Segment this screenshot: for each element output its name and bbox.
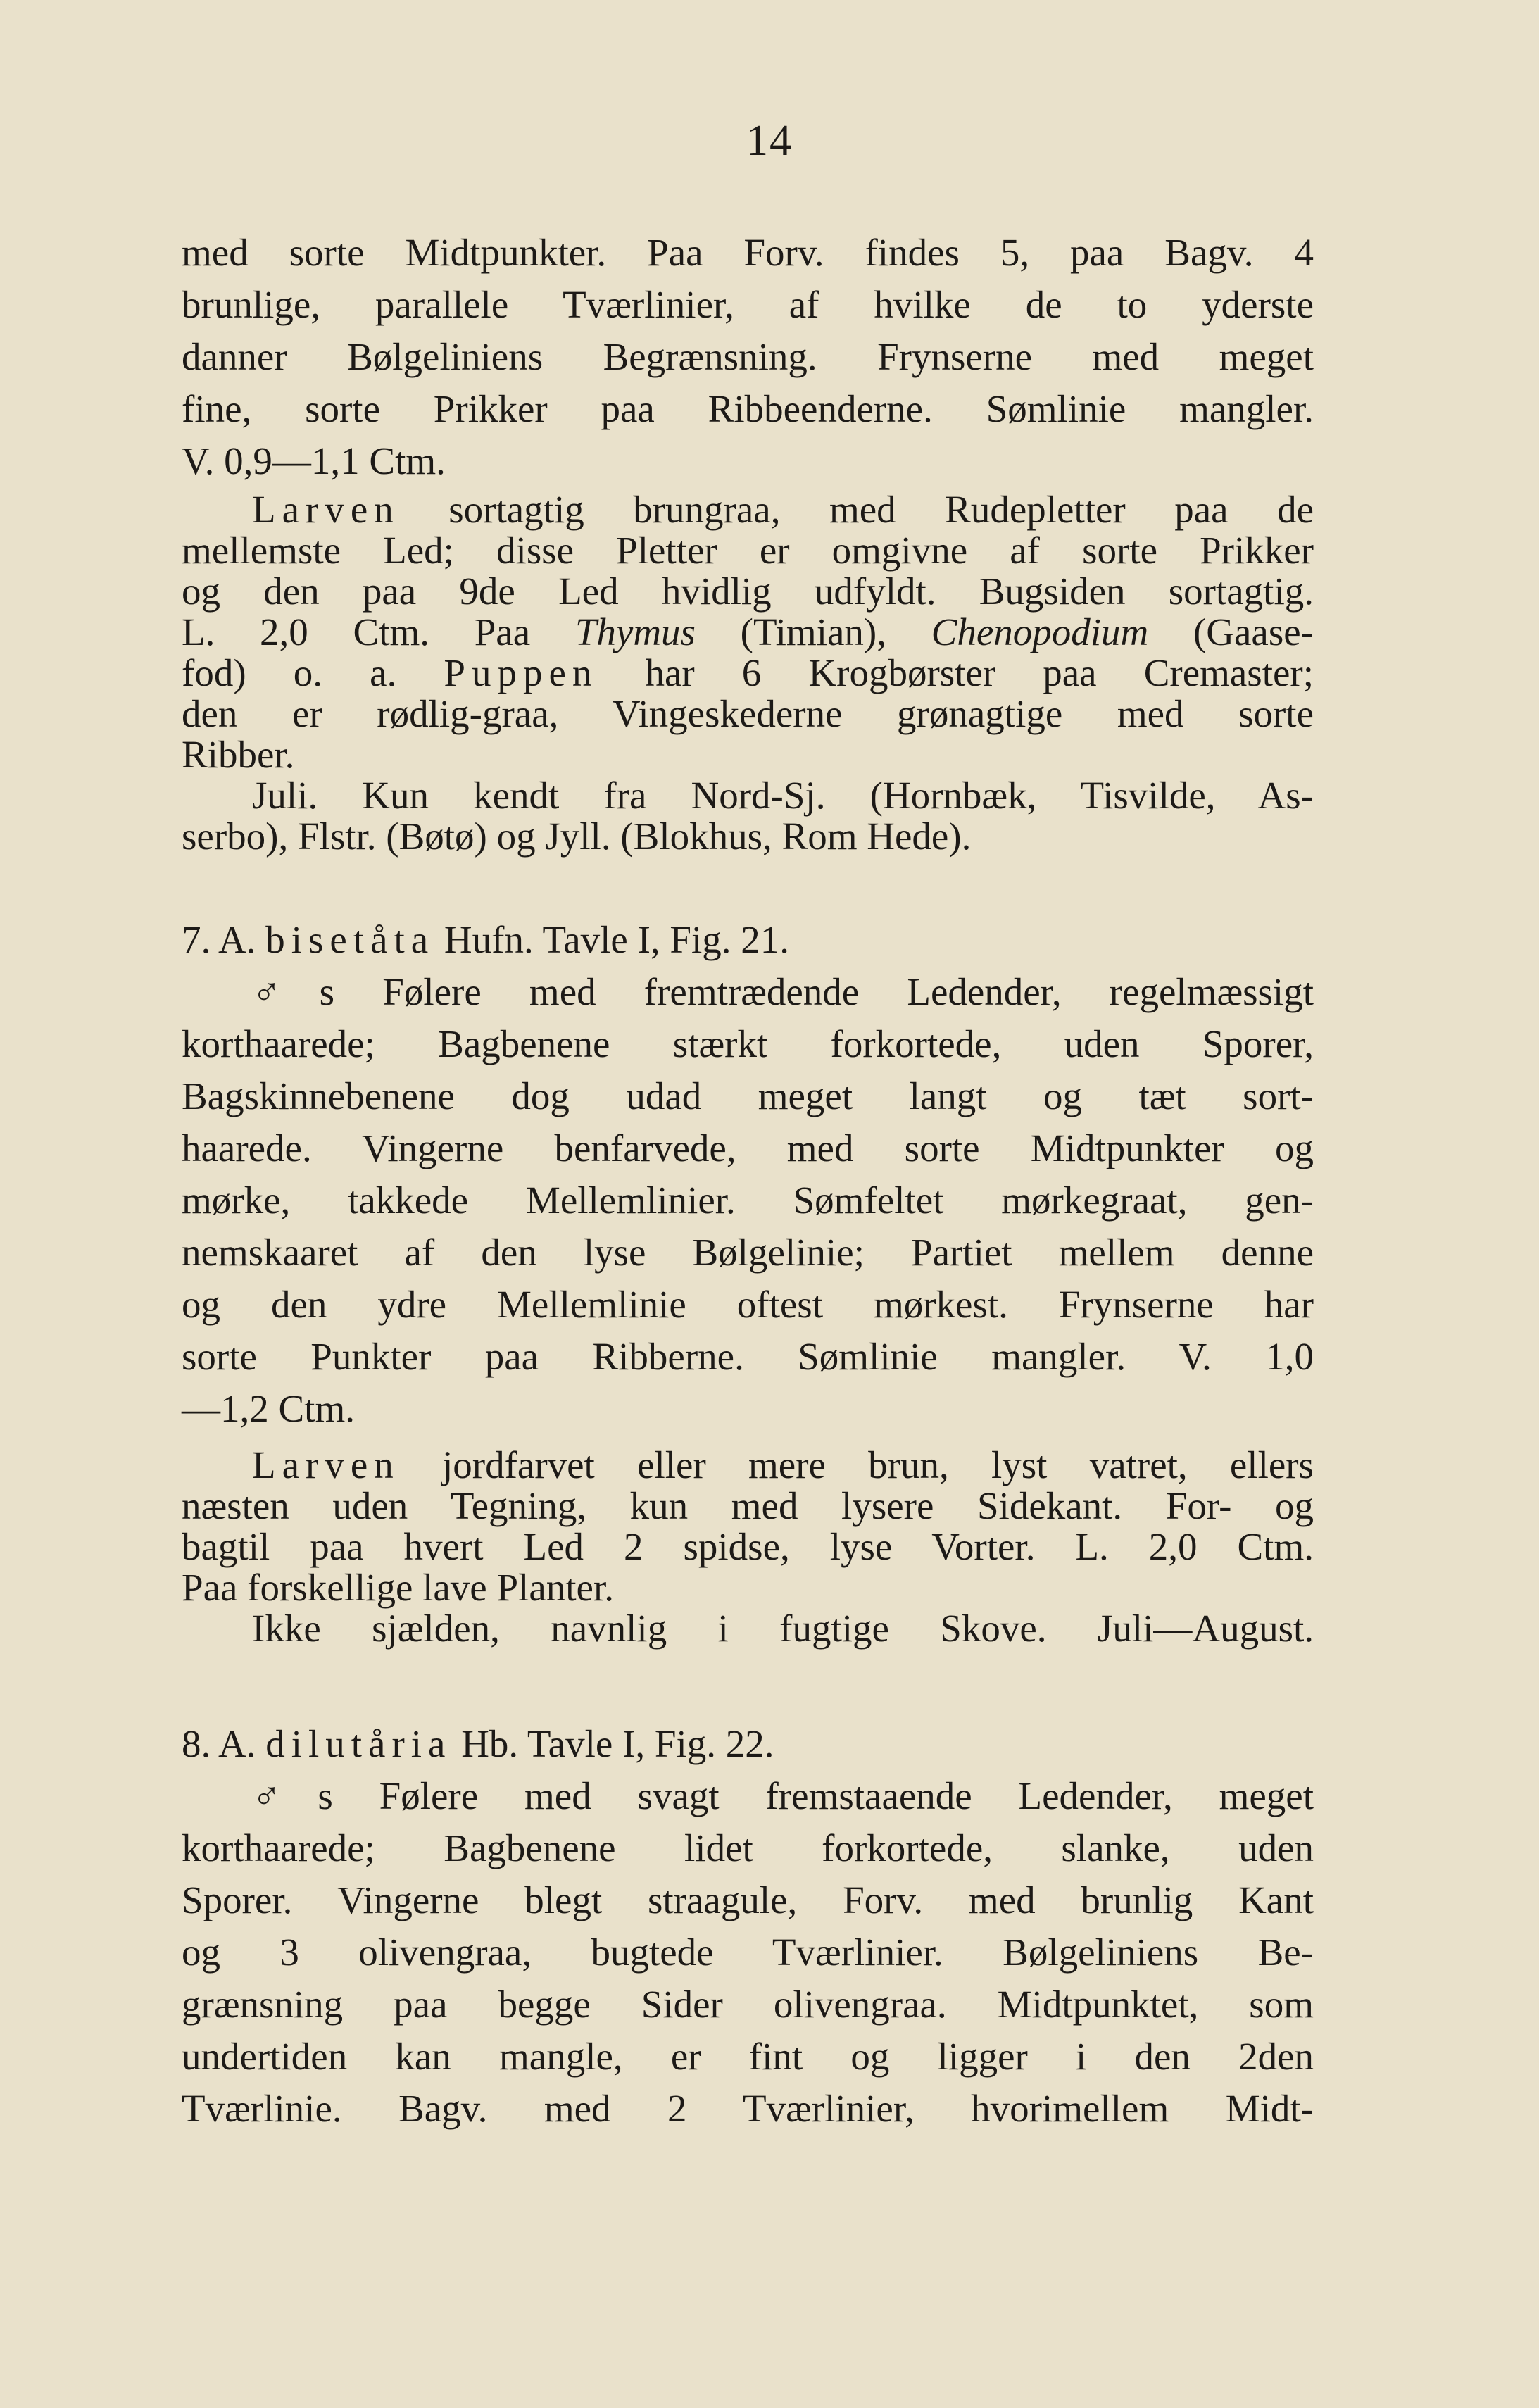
text-line: undertiden kan mangle, er fint og ligger i den 2den <box>182 2035 1314 2078</box>
text-line: V. 0,9—1,1 Ctm. <box>182 439 446 482</box>
text-segment: har 6 Krogbørster paa Cremaster; <box>598 651 1314 694</box>
text-line <box>182 612 1314 653</box>
text-line: med sorte Midtpunkter. Paa Forv. findes 5, paa Bagv. 4 <box>182 231 1314 274</box>
text-line: Ribber. <box>182 733 295 776</box>
text-line: og den ydre Mellemlinie oftest mørkest. Frynserne har <box>182 1283 1314 1326</box>
species-name: dilutåria <box>265 1722 452 1765</box>
text-line: mellemste Led; disse Pletter er omgivne af sorte Prikker <box>182 529 1314 572</box>
paragraph-larva-6 <box>182 489 1314 857</box>
page-number: 14 <box>746 117 793 165</box>
text-line: og 3 olivengraa, bugtede Tværlinier. Bølgeliniens Be- <box>182 1931 1314 1974</box>
text-line <box>182 1445 1314 1486</box>
spaced-term: Larven <box>252 488 400 531</box>
text-segment: (Timian), <box>695 610 931 653</box>
text-segment: jordfarvet eller mere brun, lyst vatret, ellers <box>399 1443 1314 1486</box>
text-line: korthaarede; Bagbenene stærkt forkortede, uden Sporer, <box>182 1022 1314 1065</box>
text-line: fine, sorte Prikker paa Ribbeenderne. Sømlinie mangler. <box>182 387 1314 430</box>
text-line: korthaarede; Bagbenene lidet forkortede, slanke, uden <box>182 1826 1314 1869</box>
species-entry-7 <box>182 914 1314 1435</box>
species-name: bisetåta <box>265 918 435 961</box>
text-line <box>182 653 1314 694</box>
species-heading <box>182 914 1314 966</box>
text-line: Tværlinie. Bagv. med 2 Tværlinier, hvorimellem Midt- <box>182 2087 1314 2130</box>
text-line: brunlige, parallele Tværlinier, af hvilke de to yderste <box>182 283 1314 326</box>
text-line: serbo), Flstr. (Bøtø) og Jyll. (Blokhus, Rom Hede). <box>182 815 972 858</box>
text-line: nemskaaret af den lyse Bølgelinie; Partiet mellem denne <box>182 1231 1314 1274</box>
text-line: haarede. Vingerne benfarvede, med sorte Midtpunkter og <box>182 1127 1314 1169</box>
text-segment: fod) o. a. <box>182 651 444 694</box>
paragraph-larva-7 <box>182 1445 1314 1649</box>
genus-name: Chenopodium <box>931 610 1149 653</box>
text-line: grænsning paa begge Sider olivengraa. Midtpunktet, som <box>182 1983 1314 2026</box>
species-reference: Hb. Tavle I, Fig. 22. <box>451 1722 774 1765</box>
text-line: Paa forskellige lave Planter. <box>182 1566 614 1609</box>
text-line: danner Bølgeliniens Begrænsning. Frynserne med meget <box>182 335 1314 378</box>
text-line: og den paa 9de Led hvidlig udfyldt. Bugsiden sortagtig. <box>182 570 1314 613</box>
text-segment: L. 2,0 Ctm. Paa <box>182 610 575 653</box>
species-heading <box>182 1718 1314 1770</box>
text-line: Juli. Kun kendt fra Nord-Sj. (Hornbæk, Tisvilde, As- <box>252 774 1314 817</box>
spaced-term: Puppen <box>444 651 598 694</box>
text-segment: (Gaase- <box>1148 610 1314 653</box>
text-line: ♂s Følere med svagt fremstaaende Ledender, meget <box>252 1774 1314 1817</box>
genus-name: Thymus <box>574 610 696 653</box>
text-line: mørke, takkede Mellemlinier. Sømfeltet mørkegraat, gen- <box>182 1179 1314 1222</box>
text-line: den er rødlig-graa, Vingeskederne grønagtige med sorte <box>182 692 1314 735</box>
text-segment: sortagtig brungraa, med Rudepletter paa de <box>399 488 1314 531</box>
text-line: Ikke sjælden, navnlig i fugtige Skove. Juli—August. <box>252 1607 1314 1650</box>
text-line: sorte Punkter paa Ribberne. Sømlinie mangler. V. 1,0 <box>182 1335 1314 1378</box>
spaced-term: Larven <box>252 1443 400 1486</box>
text-line: Bagskinnebenene dog udad meget langt og tæt sort- <box>182 1074 1314 1117</box>
text-line: næsten uden Tegning, kun med lysere Sidekant. For- og <box>182 1484 1314 1527</box>
species-entry-8 <box>182 1718 1314 2135</box>
text-line: Sporer. Vingerne blegt straagule, Forv. med brunlig Kant <box>182 1879 1314 1921</box>
text-line: —1,2 Ctm. <box>182 1387 355 1430</box>
text-line: ♂s Følere med fremtrædende Ledender, regelmæssigt <box>252 970 1314 1013</box>
paragraph-description-continued <box>182 227 1314 487</box>
text-line <box>182 489 1314 530</box>
species-reference: Hufn. Tavle I, Fig. 21. <box>434 918 790 961</box>
text-line: bagtil paa hvert Led 2 spidse, lyse Vorter. L. 2,0 Ctm. <box>182 1525 1314 1568</box>
species-number: 8. A. <box>182 1722 266 1765</box>
species-number: 7. A. <box>182 918 266 961</box>
